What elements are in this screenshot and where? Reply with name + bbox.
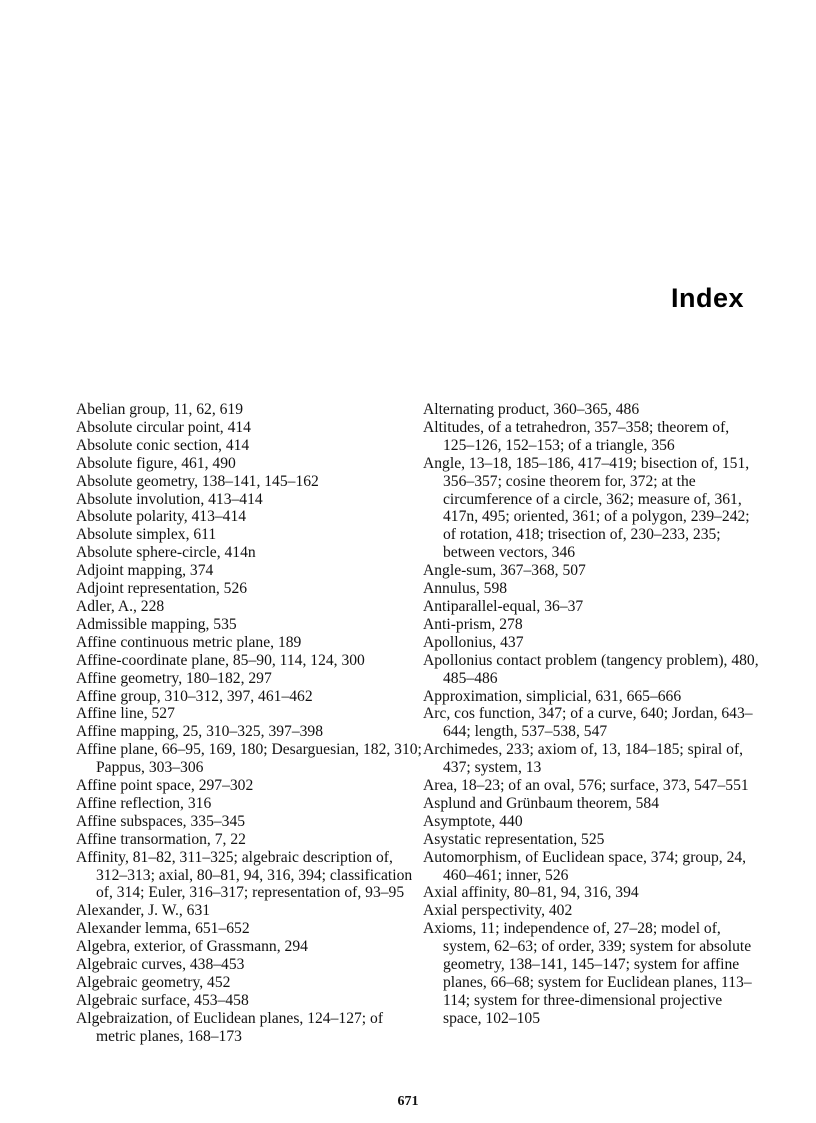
index-entry: Affine reflection, 316 [76, 794, 212, 812]
index-entry: Archimedes, 233; axiom of, 13, 184–185; spiral of, 437; system, 13 [423, 741, 744, 777]
index-entry: Angle, 13–18, 185–186, 417–419; bisection of, 151, 356–357; cosine theorem for, 372; at the circumference of a circle, 362; measure of, 361, 417n, 495; oriented, 361; of a polygon, 239–242; of rotation, 418; trisection of, 230–233, 235; between vectors, 346 [423, 454, 750, 562]
index-entry: Absolute involution, 413–414 [76, 490, 263, 508]
index-entry: Affine-coordinate plane, 85–90, 114, 124, 300 [76, 651, 365, 669]
index-entry: Adjoint representation, 526 [76, 580, 248, 598]
index-entry: Antiparallel-equal, 36–37 [423, 597, 584, 615]
index-entry: Alexander lemma, 651–652 [76, 920, 250, 938]
index-entry: Admissible mapping, 535 [76, 615, 237, 633]
index-entry: Algebraic surface, 453–458 [76, 991, 249, 1009]
index-entry: Axioms, 11; independence of, 27–28; model of, system, 62–63; of order, 339; system for absolute geometry, 138–141, 145–147; system for affine planes, 66–68; system for Euclidean planes, 113–114; system for three-dimensional projective space, 102–105 [423, 920, 752, 1027]
index-entry: Adjoint mapping, 374 [76, 562, 214, 580]
index-entry: Affine line, 527 [76, 705, 175, 723]
index-entry: Absolute simplex, 611 [76, 526, 217, 544]
index-entry: Adler, A., 228 [76, 597, 165, 615]
index-entry: Affine subspaces, 335–345 [76, 812, 246, 830]
page-number: 671 [397, 1094, 419, 1109]
index-entry: Anti-prism, 278 [423, 615, 523, 633]
index-entry: Approximation, simplicial, 631, 665–666 [423, 687, 682, 705]
index-entry: Absolute sphere-circle, 414n [76, 544, 256, 562]
index-entry: Angle-sum, 367–368, 507 [423, 562, 586, 580]
index-entry: Affine group, 310–312, 397, 461–462 [76, 687, 313, 705]
index-entry: Altitudes, of a tetrahedron, 357–358; theorem of, 125–126, 152–153; of a triangle, 356 [423, 418, 730, 454]
index-entry: Absolute figure, 461, 490 [76, 454, 236, 472]
page-title: Index [670, 283, 744, 313]
index-entry: Algebraic geometry, 452 [76, 974, 231, 991]
index-entry: Affine continuous metric plane, 189 [76, 633, 302, 651]
index-entry: Affine plane, 66–95, 169, 180; Desarguesian, 182, 310; Pappus, 303–306 [76, 741, 422, 777]
index-entry: Absolute conic section, 414 [76, 436, 250, 454]
index-entry: Annulus, 598 [423, 580, 508, 598]
index-entry: Apollonius contact problem (tangency problem), 480, 485–486 [423, 651, 759, 687]
index-entry: Alexander, J. W., 631 [76, 902, 211, 920]
index-entry: Absolute circular point, 414 [76, 418, 251, 436]
index-entry: Affine transormation, 7, 22 [76, 830, 246, 848]
index-entry: Area, 18–23; of an oval, 576; surface, 373, 547–551 [423, 777, 749, 795]
index-entry: Asystatic representation, 525 [423, 830, 605, 848]
index-entry: Absolute geometry, 138–141, 145–162 [76, 472, 319, 490]
index-entry: Asymptote, 440 [423, 812, 523, 830]
index-entry: Algebraic curves, 438–453 [76, 956, 245, 974]
index-entry: Abelian group, 11, 62, 619 [76, 401, 244, 418]
index-entry: Affinity, 81–82, 311–325; algebraic description of, 312–313; axial, 80–81, 94, 316, 394; classification of, 314; Euler, 316–317; representation of, 93–95 [76, 848, 413, 902]
index-entry: Affine geometry, 180–182, 297 [76, 669, 272, 687]
index-entry: Asplund and Grünbaum theorem, 584 [423, 794, 660, 812]
index-entry: Arc, cos function, 347; of a curve, 640; Jordan, 643–644; length, 537–538, 547 [423, 705, 753, 741]
index-entry: Algebraization, of Euclidean planes, 124–127; of metric planes, 168–173 [76, 1009, 384, 1045]
index-entry: Algebra, exterior, of Grassmann, 294 [76, 938, 308, 956]
index-entry: Axial affinity, 80–81, 94, 316, 394 [423, 884, 639, 902]
index-entry: Axial perspectivity, 402 [423, 902, 573, 920]
index-entry: Affine point space, 297–302 [76, 777, 254, 795]
index-entry: Automorphism, of Euclidean space, 374; group, 24, 460–461; inner, 526 [423, 848, 747, 884]
index-entry: Affine mapping, 25, 310–325, 397–398 [76, 723, 324, 741]
index-entry: Alternating product, 360–365, 486 [423, 401, 640, 418]
index-entry: Absolute polarity, 413–414 [76, 508, 247, 526]
index-column-right [423, 401, 763, 1028]
index-column-left [76, 401, 426, 1046]
index-entry: Apollonius, 437 [423, 633, 524, 651]
